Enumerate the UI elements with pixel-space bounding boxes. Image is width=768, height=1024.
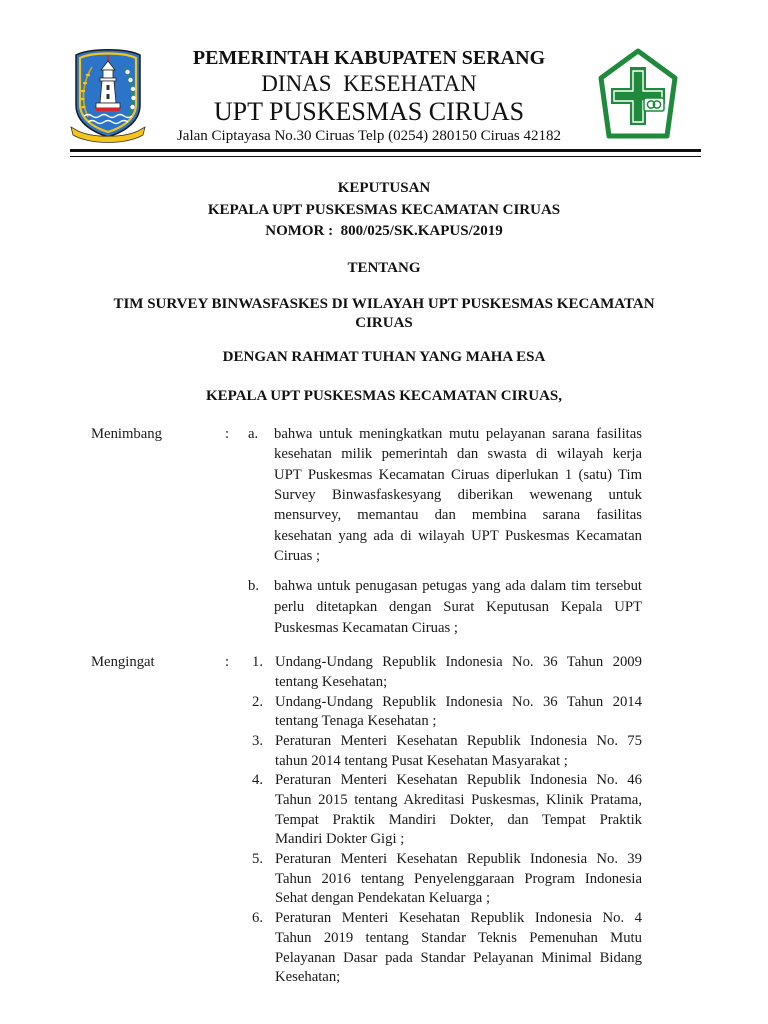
mengingat-1-line-2: tentang Kesehatan; [275,673,388,690]
menimbang-colon: : [225,426,230,442]
letterhead-rule-thin [70,156,701,157]
puskesmas-logo-icon [597,47,679,141]
decree-authority: KEPALA UPT PUSKESMAS KECAMATAN CIRUAS, [205,388,562,404]
mengingat-item-4-text [275,771,642,850]
menimbang-a-line-1: bahwa untuk meningkatkan mutu pelayanan sarana fasilitas [274,426,642,442]
mengingat-3-line-2: tahun 2014 tentang Pusat Kesehatan Masyarakat ; [275,752,568,769]
decree-subject-line-2: CIRUAS [355,315,413,331]
menimbang-item-b [274,576,642,639]
mengingat-list [0,653,768,988]
mengingat-item-6-text [275,909,642,988]
mengingat-2-line-1: Undang-Undang Republik Indonesia No. 36 Tahun 2014 [275,693,642,710]
menimbang-item-a [274,424,642,566]
letterhead-institution: UPT PUSKESMAS CIRUAS [213,97,525,126]
decree-type: KEPUTUSAN [337,180,431,196]
menimbang-marker-b: b. [248,577,260,594]
mengingat-5-line-2: Tahun 2016 tentang Penyelenggaraan Program Indonesia [275,870,642,887]
decree-subject-line-1: TIM SURVEY BINWASFASKES DI WILAYAH UPT PUSKESMAS KECAMATAN [113,296,655,312]
decree-number: NOMOR : 800/025/SK.KAPUS/2019 [265,223,503,239]
menimbang-label: Menimbang [91,426,162,442]
letterhead-address: Jalan Ciptayasa No.30 Ciruas Telp (0254) 280150 Ciruas 42182 [176,128,562,144]
decree-invocation: DENGAN RAHMAT TUHAN YANG MAHA ESA [222,349,546,365]
menimbang-a-line-4: Survey Binwasfaskesyang diberikan wewenang untuk [274,486,642,503]
mengingat-item-3 [0,732,768,771]
mengingat-item-4 [0,771,768,850]
mengingat-item-3-text [275,732,642,771]
menimbang-marker-a: a. [248,426,259,442]
mengingat-item-5-text [275,850,642,909]
menimbang-a-line-6: kesehatan yang ada di wilayah UPT Puskesmas Kecamatan [274,527,642,544]
mengingat-item-2-text [275,693,642,732]
mengingat-label: Mengingat [91,654,155,671]
mengingat-6-line-2: Tahun 2019 tentang Standar Teknis Pemenuhan Mutu [275,929,642,946]
mengingat-4-line-4: Mandiri Dokter Gigi ; [275,831,405,848]
mengingat-number-2: 2. [252,693,264,710]
mengingat-2-line-2: tentang Tenaga Kesehatan ; [275,713,437,730]
mengingat-item-6 [0,909,768,988]
mengingat-4-line-2: Tahun 2015 tentang Akreditasi Puskesmas, Klinik Pratama, [275,792,642,808]
menimbang-b-line-1: bahwa untuk penugasan petugas yang ada dalam tim tersebut [274,577,642,594]
mengingat-5-line-3: Sehat dengan Pendekatan Keluarga ; [275,890,491,907]
mengingat-item-5 [0,850,768,909]
mengingat-number-6: 6. [252,910,264,927]
mengingat-item-1-text [275,653,642,692]
letterhead-rule-thick [70,149,701,152]
mengingat-number-1: 1. [252,654,264,671]
mengingat-3-line-1: Peraturan Menteri Kesehatan Republik Indonesia No. 75 [275,732,642,749]
menimbang-a-line-7: Ciruas ; [274,547,321,564]
mengingat-4-line-3: Tempat Praktik Mandiri Dokter, dan Tempat Praktik [275,811,642,828]
mengingat-6-line-1: Peraturan Menteri Kesehatan Republik Indonesia No. 4 [275,910,642,927]
letterhead-government: PEMERINTAH KABUPATEN SERANG [192,47,546,69]
decree-issuer: KEPALA UPT PUSKESMAS KECAMATAN CIRUAS [207,202,561,218]
decree-about-label: TENTANG [347,260,421,276]
mengingat-6-line-3: Pelayanan Dasar pada Standar Pelayanan Minimal Bidang [275,949,642,966]
mengingat-4-line-1: Peraturan Menteri Kesehatan Republik Indonesia No. 46 [275,772,642,789]
menimbang-a-line-5: mensurvey, memantau dan membina sarana fasilitas [274,507,642,524]
mengingat-5-line-1: Peraturan Menteri Kesehatan Republik Indonesia No. 39 [275,851,642,868]
puskesmas-logo-graphic [597,47,679,141]
letterhead-department: DINAS KESEHATAN [261,71,477,96]
mengingat-number-4: 4. [252,772,264,789]
menimbang-a-line-2: kesehatan milik pemerintah dan swasta di wilayah kerja [274,446,642,463]
mengingat-item-1 [0,653,768,692]
mengingat-colon: : [225,654,230,671]
menimbang-a-line-3: UPT Puskesmas Kecamatan Ciruas diperlukan 1 (satu) Tim [274,466,642,483]
mengingat-item-2 [0,693,768,732]
mengingat-number-5: 5. [252,851,264,868]
menimbang-b-line-3: Puskesmas Kecamatan Ciruas ; [274,619,458,636]
mengingat-6-line-4: Kesehatan; [275,969,341,986]
menimbang-b-line-2: perlu ditetapkan dengan Surat Keputusan Kepala UPT [274,598,642,615]
mengingat-number-3: 3. [252,732,264,749]
mengingat-1-line-1: Undang-Undang Republik Indonesia No. 36 Tahun 2009 [275,654,642,671]
